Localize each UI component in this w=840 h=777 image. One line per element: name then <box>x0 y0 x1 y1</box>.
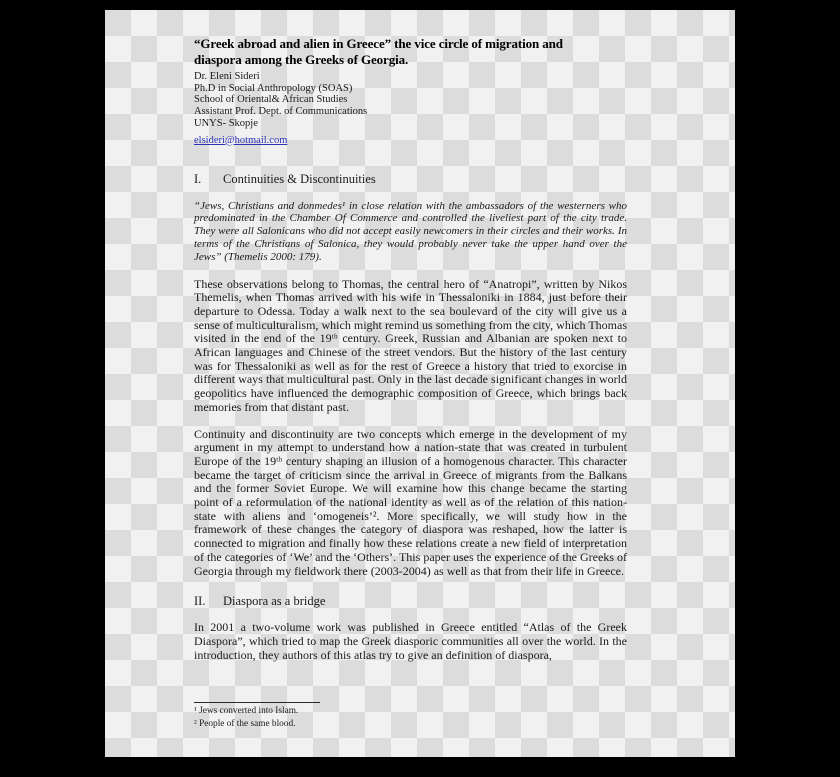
footnote-1: ¹ Jews converted into Islam. <box>194 706 299 717</box>
author-university: UNYS- Skopje <box>194 117 258 129</box>
quote-paragraph: “Jews, Christians and donmedes¹ in close relation with the ambassadors of the westerners who predominated in the Chamber Of Commerce and controlled the liveliest part of the city trade. They were all Salonicans who did not accept easily newcomers in their circles and their works. In terms of the Christians of Salonica, they would probably never take the upper hand over the Jews” (Themelis 2000: 179). <box>194 199 627 263</box>
author-degree: Ph.D in Social Anthropology (SOAS) <box>194 82 353 94</box>
document-page <box>105 10 735 757</box>
document-title-line-2: diaspora among the Greeks of Georgia. <box>194 52 409 67</box>
document-title <box>194 36 627 68</box>
body-paragraph-1: These observations belong to Thomas, the central hero of “Anatropi”, written by Nikos Themelis, when Thomas arrived with his wife in Thessaloniki in 1884, just before their departure to Odessa. Today a walk next to the sea boulevard of the city will give us a sense of multiculturalism, which might remind us something from the city, which Thomas visited in the end of the 19ᵗʰ century. Greek, Russian and Albanian are spoken next to African languages and Chinese of the street vendors. But the history of the last century was for Thessaloniki as well as for the rest of Greece a history that tried to exorcise in different ways that multicultural past. Only in the last decade significant changes in world geopolitics have influenced the demographic composition of Greece, which brings back memories from that distant past. <box>194 276 627 414</box>
section-heading-2 <box>194 594 627 608</box>
section-heading-1 <box>194 172 627 186</box>
author-school: School of Oriental& African Studies <box>194 94 348 106</box>
section-2-numeral: II. <box>194 594 206 609</box>
document-title-line-1: “Greek abroad and alien in Greece” the vice circle of migration and <box>194 36 563 51</box>
footnotes <box>194 705 627 730</box>
body-paragraph-3: In 2001 a two-volume work was published in Greece entitled “Atlas of the Greek Diaspora”, which tried to map the Greek diasporic communities all over the world. In the introduction, they authors of this atlas try to give an definition of diaspora, <box>194 620 627 662</box>
section-1-label: Continuities & Discontinuities <box>223 171 376 186</box>
document-content <box>194 10 627 730</box>
email-link[interactable]: elsideri@hotmail.com <box>194 134 288 146</box>
author-block <box>194 71 627 148</box>
body-paragraph-2: Continuity and discontinuity are two concepts which emerge in the development of my argument in my attempt to understand how a nation-state that was created in turbulent Europe of the 19ᵗʰ century shaping an illusion of a homogenous character. This character became the target of criticism since the arrival in Greece of migrants from the Balkans and the former Soviet Europe. We will examine how this change became the starting point of a reformulation of the national identity as well as of the relation of this nation-state with aliens and ‘omogeneis’². More specifically, we will study how in the framework of these changes the category of diaspora was reshaped, how the latter is connected to migration and finally how these relations create a new field of interpretation of the categories of ‘We’ and the ‘Others’. This paper uses the experience of the Greeks of Georgia through my fieldwork there (2003-2004) as well as that from their life in Greece. <box>194 426 627 578</box>
author-name: Dr. Eleni Sideri <box>194 71 260 82</box>
author-position: Assistant Prof. Dept. of Communications <box>194 106 368 118</box>
section-2-label: Diaspora as a bridge <box>223 594 326 609</box>
section-1-numeral: I. <box>194 171 202 186</box>
footnote-separator <box>194 702 320 703</box>
footnote-2: ² People of the same blood. <box>194 718 296 729</box>
